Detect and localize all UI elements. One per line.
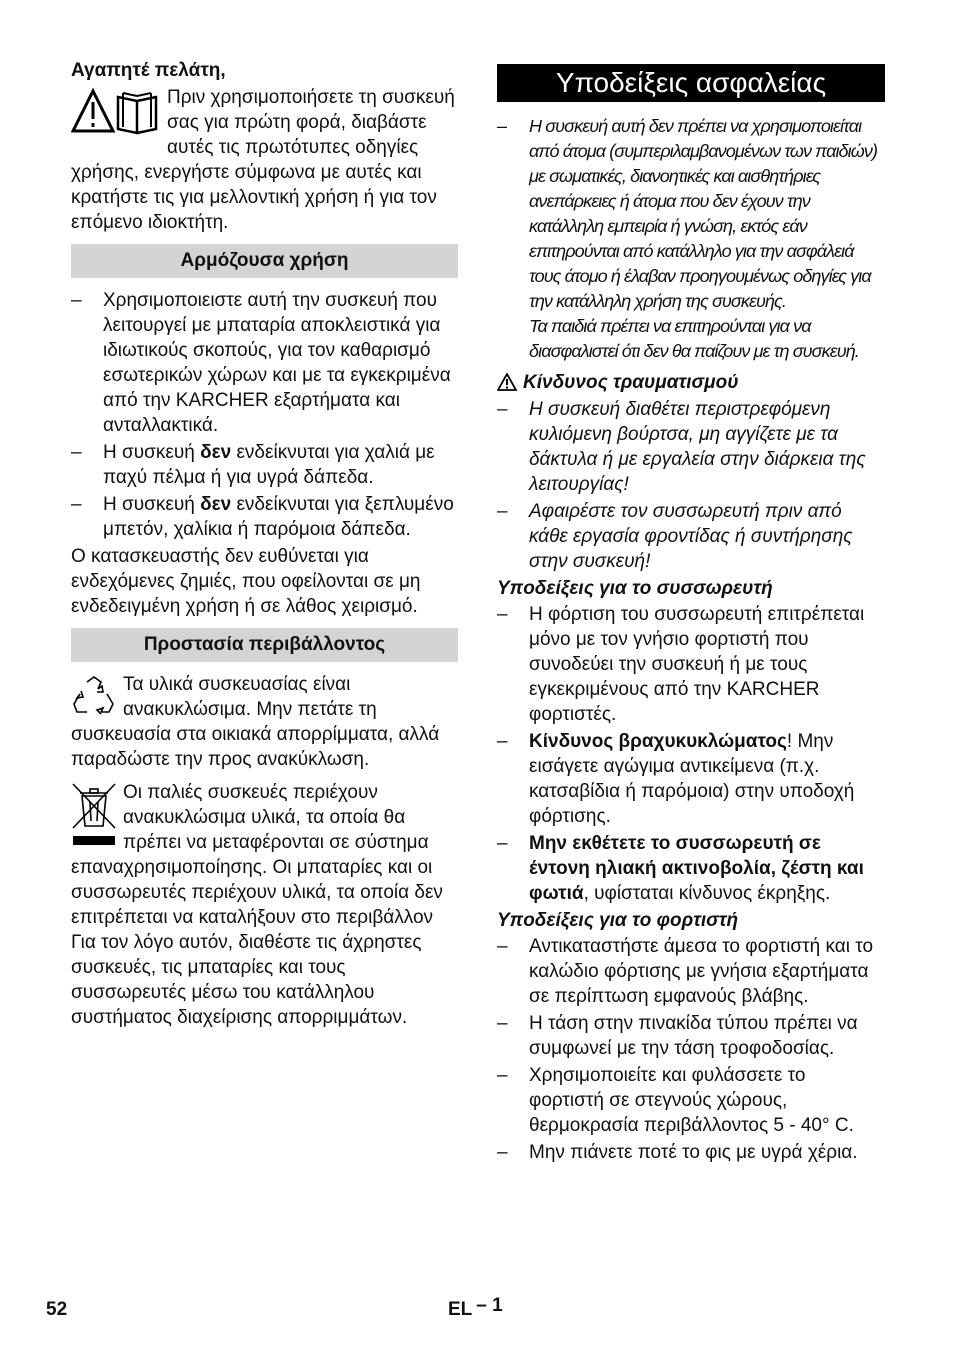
charger-list	[497, 934, 885, 1165]
right-column	[497, 64, 885, 1167]
list-item: – Η συσκευή αυτή δεν πρέπει να χρησιμοποιείται από άτομα (συμπεριλαμβανομένων των παιδιών) με σωματικές, διανοητικές και αισθητήριες ανεπάρκειες ή άτομα που δεν έχουν την κατάλληλη εμπειρία ή γνώση, εκτός εάν επιτηρούνται από κατάλληλο για την ασφάλειά τους άτομο ή έλαβαν προηγουμένως οδηγίες για την κατάλληλη χρήση της συσκευής. Τα παιδιά πρέπει να επιτηρούνται για να διασφαλιστεί ότι δεν θα παίζουν με τη συσκευή.	[497, 116, 878, 361]
old-devices-text: Οι παλιές συσκευές περιέχουν ανακυκλώσιμα υλικά, τα οποία θα πρέπει να μεταφέρονται σε σύστημα επαναχρησιμοποίησης. Οι μπαταρίες και οι συσσωρευτές περιέχουν υλικά, τα οποία δεν επιτρέπεται να καταλήξουν στο περιβάλλον Για τον λόγο αυτόν, διαθέστε τις άχρηστες συσκευές, τις μπαταρίες και τους συσσωρευτές μέσω του κατάλληλου συστήματος διαχείρισης απορριμμάτων.	[71, 782, 443, 1028]
intended-use-list	[71, 288, 458, 542]
greeting: Αγαπητέ πελάτη,	[71, 60, 226, 81]
list-item: – Χρησιμοποιειστε αυτή την συσκευή που λειτουργεί με μπαταρία αποκλειστικά για ιδιωτικούς σκοπούς, για τον καθαρισμό εσωτερικών χώρων και με τα εγκεκριμένα από την KARCHER εξαρτήματα και ανταλλακτικά.	[71, 290, 451, 436]
list-item: – Μην πιάνετε ποτέ το φις με υγρά χέρια.	[497, 1142, 858, 1163]
crossed-bin-icon	[71, 782, 117, 848]
list-item: – Αφαιρέστε τον συσσωρευτή πριν από κάθε εργασία φροντίδας ή συντήρησης στην συσκευή!	[497, 501, 853, 572]
children-note: Τα παιδιά πρέπει να επιτηρούνται για να διασφαλιστεί ότι δεν θα παίζουν με τη συσκευή.	[529, 316, 859, 361]
list-item: – Κίνδυνος βραχυκυκλώματος! Μην εισάγετε αγώγιμα αντικείμενα (π.χ. κατσαβίδια ή παρόμοια) στην υποδοχή φόρτισης.	[497, 731, 855, 827]
list-item: – Η φόρτιση του συσσωρευτή επιτρέπεται μόνο με τον γνήσιο φορτιστή που συνοδεύει την συσκευή ή με τους εγκεκριμένους από την KARCHER φορτιστές.	[497, 604, 865, 725]
sub-page-number: – 1	[476, 1295, 503, 1316]
intended-use-heading: Αρμόζουσα χρήση	[71, 244, 458, 278]
list-item: – Αντικαταστήστε άμεσα το φορτιστή και το καλώδιο φόρτισης με γνήσια εξαρτήματα σε περίπτωση εμφανούς βλάβης.	[497, 936, 874, 1007]
list-item: – Η τάση στην πινακίδα τύπου πρέπει να συμφωνεί με την τάση τροφοδοσίας.	[497, 1013, 858, 1059]
packaging-text: Τα υλικά συσκευασίας είναι ανακυκλώσιμα. Μην πετάτε τη συσκευασία στα οικιακά απορρίμματα, αλλά παραδώστε την προς ανακύκλωση.	[71, 674, 440, 770]
list-item: – Η συσκευή δεν ενδείκνυται για χαλιά με παχύ πέλμα ή για υγρά δάπεδα.	[71, 442, 435, 488]
intro-block	[71, 85, 458, 235]
page-number: 52	[46, 1299, 68, 1320]
intro-text: Πριν χρησιμοποιήσετε τη συσκευή σας για πρώτη φορά, διαβάστε αυτές τις πρωτότυπες οδηγίες χρήσης, ενεργήστε σύμφωνα με αυτές και κρατήστε τις για μελλοντική χρήση ή για τον επόμενο ιδιοκτήτη.	[71, 87, 455, 233]
environment-heading: Προστασία περιβάλλοντος	[71, 628, 458, 662]
safety-title: Υποδείξεις ασφαλείας	[497, 64, 885, 102]
list-item: – Μην εκθέτετε το συσσωρευτή σε έντονη ηλιακή ακτινοβολία, ζέστη και φωτιά, υφίσταται κίνδυνος έκρηξης.	[497, 833, 864, 904]
injury-list	[497, 397, 885, 574]
recycle-icon	[71, 674, 117, 720]
battery-heading: Υποδείξεις για το συσσωρευτή	[497, 578, 773, 599]
language-code: EL	[448, 1299, 473, 1320]
list-item: – Η συσκευή διαθέτει περιστρεφόμενη κυλιόμενη βούρτσα, μη αγγίζετε με τα δάκτυλα ή με εργαλεία στην διάρκεια της λειτουργίας!	[497, 399, 866, 495]
left-column	[71, 58, 458, 1030]
warning-manual-icon	[71, 87, 161, 137]
old-devices-block	[71, 780, 458, 1030]
list-item: – Χρησιμοποιείτε και φυλάσσετε το φορτιστή σε στεγνούς χώρους, θερμοκρασία περιβάλλοντος 5 - 40° C.	[497, 1065, 854, 1136]
battery-list	[497, 602, 885, 906]
warning-icon	[497, 373, 517, 391]
list-item: – Η συσκευή δεν ενδείκνυται για ξεπλυμένο μπετόν, χαλίκια ή παρόμοια δάπεδα.	[71, 494, 454, 540]
page-footer-label	[448, 1293, 503, 1322]
injury-heading: Κίνδυνος τραυματισμού	[497, 370, 885, 395]
disclaimer-text: Ο κατασκευαστής δεν ευθύνεται για ενδεχόμενες ζημιές, που οφείλονται σε μη ενδεδειγμένη χρήση ή σε λάθος χειρισμό.	[71, 546, 421, 617]
packaging-block	[71, 672, 458, 772]
general-safety-list	[497, 114, 885, 364]
charger-heading: Υποδείξεις για το φορτιστή	[497, 910, 739, 931]
